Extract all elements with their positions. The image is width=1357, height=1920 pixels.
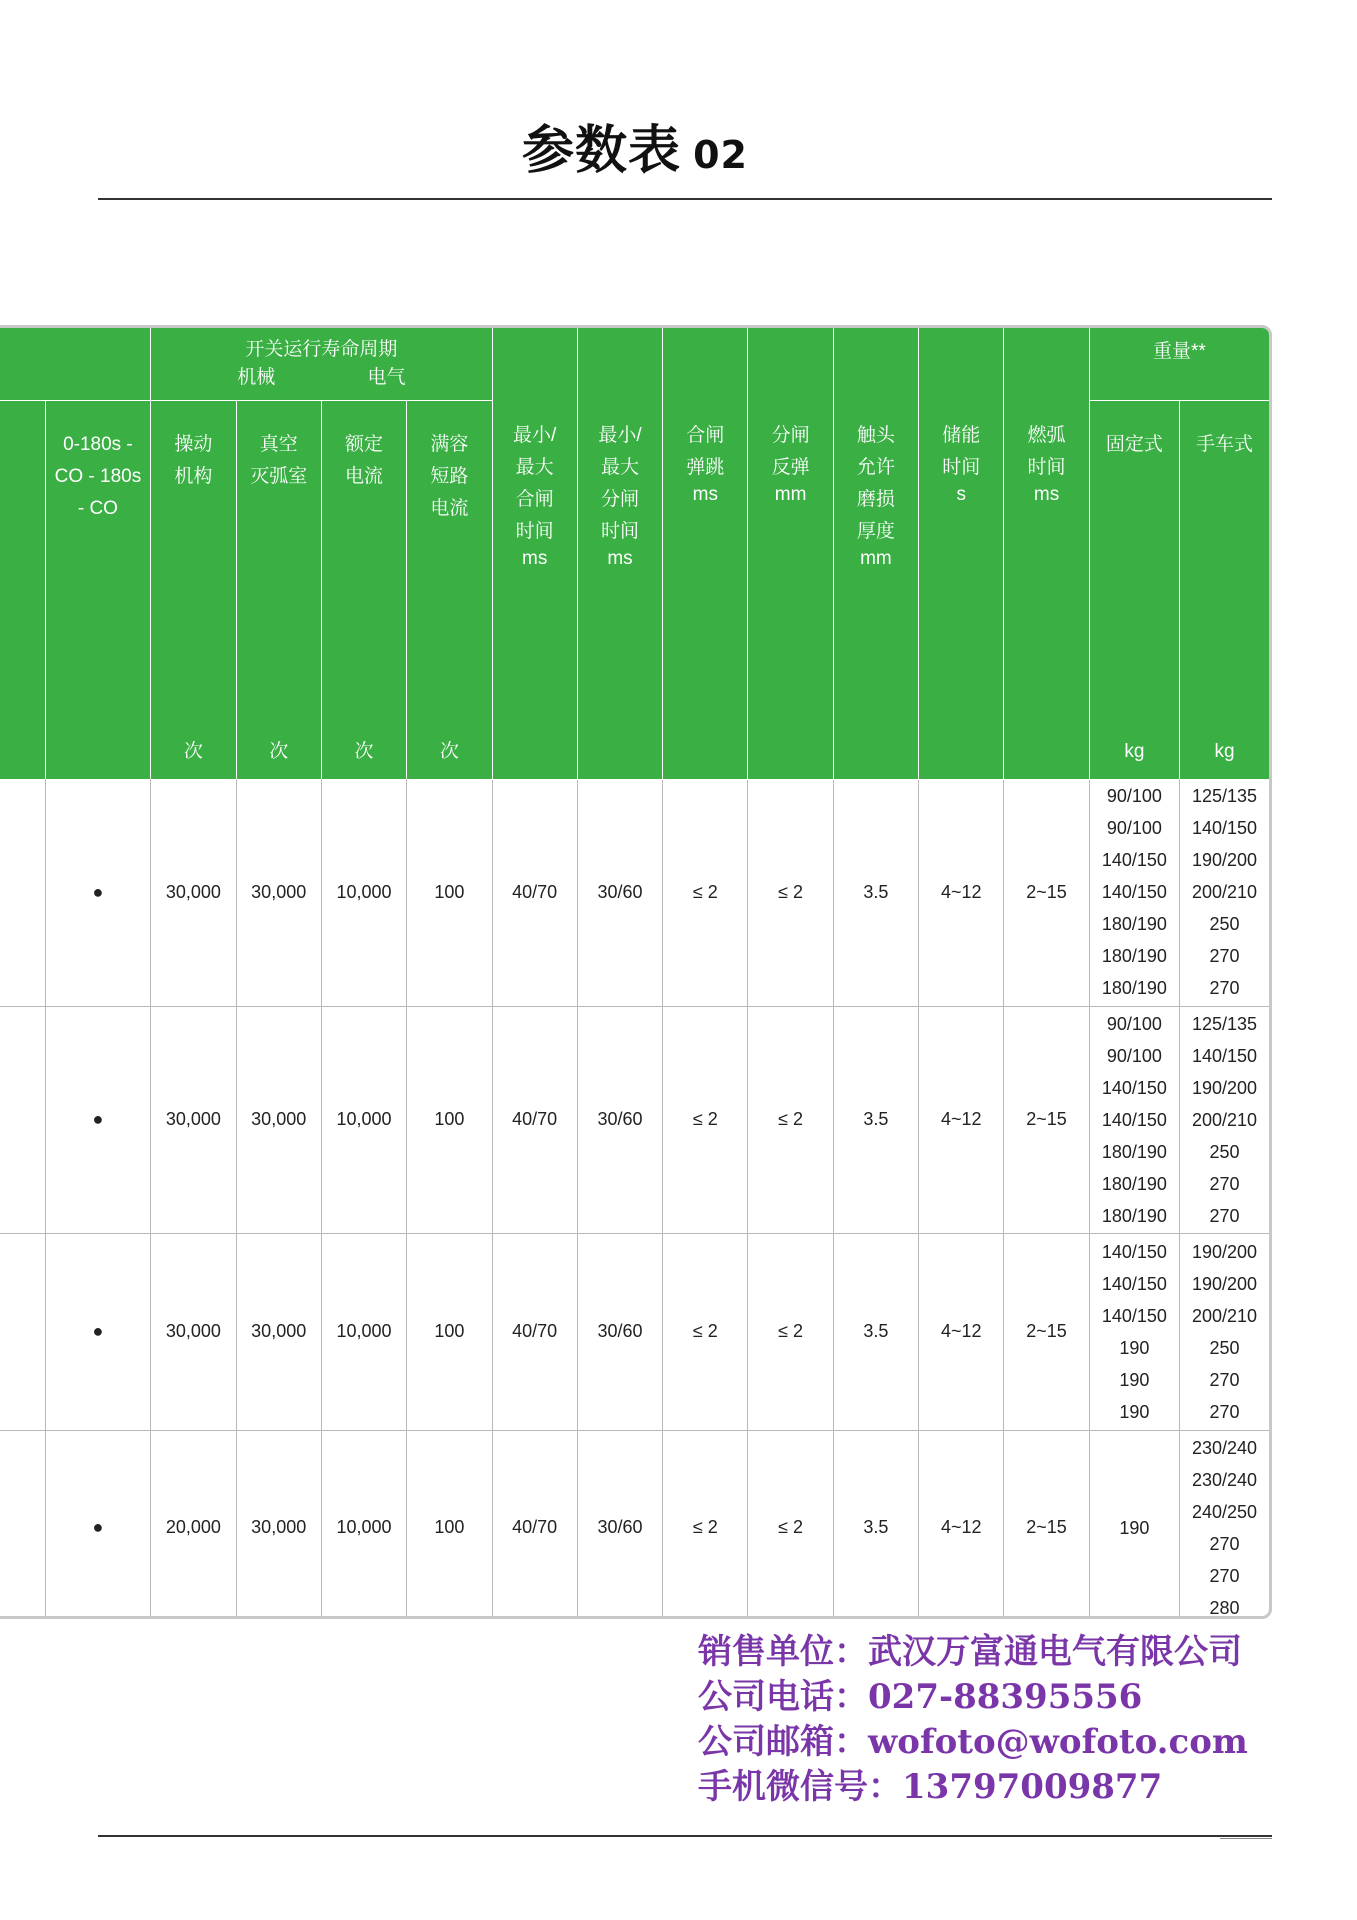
- weight-value: 140/150: [1101, 850, 1167, 871]
- contact-phone: 公司电话：027-88395556: [698, 1677, 1143, 1717]
- weight-value: 250: [1209, 1337, 1240, 1358]
- table-cell-blank: [0, 779, 45, 1006]
- table-cell-cycle: ●: [45, 1006, 151, 1233]
- table-cell-weight-fixed: [1089, 1233, 1179, 1430]
- header-close-bounce: [663, 328, 748, 779]
- table-cell-rated: 10,000: [321, 1233, 406, 1430]
- bottom-divider: [98, 1835, 1272, 1837]
- header-unit: kg: [1124, 741, 1145, 762]
- table-cell-rebound: ≤ 2: [748, 1430, 833, 1619]
- header-unit: 次: [439, 741, 459, 762]
- weight-value: 190/200: [1192, 1273, 1258, 1294]
- weight-value: 180/190: [1101, 1141, 1167, 1162]
- weight-value: 140/150: [1101, 882, 1167, 903]
- table-cell-arc: 2~15: [1004, 779, 1089, 1006]
- table-cell-short: 100: [407, 1006, 492, 1233]
- header-label-text: [919, 328, 1003, 484]
- table-cell-close: 40/70: [492, 1006, 577, 1233]
- weight-value: 200/210: [1192, 1305, 1258, 1326]
- header-label-line: 最小/: [598, 425, 642, 446]
- header-unit: mm: [860, 548, 892, 569]
- weight-value: 280: [1209, 1597, 1240, 1618]
- header-unit: ms: [607, 548, 633, 569]
- weight-value: 125/135: [1192, 1013, 1258, 1034]
- weight-value: 190: [1119, 1401, 1150, 1422]
- table-cell-weight-truck: [1180, 1430, 1269, 1619]
- header-label-line: 电流: [345, 466, 384, 487]
- table-cell-charge: 4~12: [919, 779, 1004, 1006]
- header-label-text: [578, 328, 662, 548]
- header-unit: 次: [354, 741, 374, 762]
- table-cell-bounce: ≤ 2: [663, 1006, 748, 1233]
- life-mechanical-label: 机械: [237, 367, 276, 388]
- table-cell-weight-fixed: [1089, 1430, 1179, 1619]
- table-cell-mech: 30,000: [151, 1006, 236, 1233]
- header-open-rebound: [748, 328, 833, 779]
- table-cell-blank: [0, 1430, 45, 1619]
- weight-value: 240/250: [1192, 1501, 1258, 1522]
- header-label-line: 合闸: [515, 489, 554, 510]
- header-label-text: [151, 401, 235, 493]
- header-group-life-cycle: [151, 328, 492, 401]
- weight-value: 250: [1209, 1141, 1240, 1162]
- weight-value: 270: [1209, 1205, 1240, 1226]
- table-cell-rated: 10,000: [321, 1006, 406, 1233]
- header-unit: s: [956, 484, 966, 505]
- table-row: [0, 1233, 1269, 1430]
- table-cell-rebound: ≤ 2: [748, 1233, 833, 1430]
- weight-value: 180/190: [1101, 1205, 1167, 1226]
- table-cell-charge: 4~12: [919, 1006, 1004, 1233]
- table-cell-open: 30/60: [577, 1233, 662, 1430]
- header-unit: 次: [183, 741, 203, 762]
- header-label-line: 操动: [174, 434, 213, 455]
- header-label-line: 最大: [600, 457, 639, 478]
- table-cell-open: 30/60: [577, 1430, 662, 1619]
- bottom-divider-accent: [1220, 1838, 1272, 1839]
- weight-value: 200/210: [1192, 1109, 1258, 1130]
- header-label-text: [748, 328, 832, 484]
- contact-sales-unit: 销售单位：武汉万富通电气有限公司: [698, 1632, 1242, 1672]
- life-cycle-label: 开关运行寿命周期: [245, 339, 398, 360]
- header-group-weight: 重量**: [1089, 328, 1269, 401]
- header-unit: ms: [692, 484, 718, 505]
- header-col-14: [1180, 401, 1269, 780]
- header-label-line: 储能: [942, 425, 981, 446]
- table-cell-cycle: ●: [45, 1430, 151, 1619]
- parameter-table-frame: [0, 325, 1272, 1619]
- header-label-line: 触头: [856, 425, 895, 446]
- table-cell-charge: 4~12: [919, 1233, 1004, 1430]
- header-label-line: 满容: [430, 434, 469, 455]
- page-title-number: 02: [693, 133, 748, 177]
- table-row: [0, 779, 1269, 1006]
- table-cell-close: 40/70: [492, 1233, 577, 1430]
- header-label-line: 分闸: [600, 489, 639, 510]
- weight-value: 140/150: [1192, 818, 1258, 839]
- table-cell-mech: 20,000: [151, 1430, 236, 1619]
- header-label-line: 分闸: [771, 425, 810, 446]
- weight-value: 180/190: [1101, 978, 1167, 999]
- header-label-line: 额定: [345, 434, 384, 455]
- weight-value: 230/240: [1192, 1437, 1258, 1458]
- contact-email: 公司邮箱：wofoto@wofoto.com: [698, 1722, 1248, 1762]
- weight-value: 190/200: [1192, 1241, 1258, 1262]
- table-cell-rated: 10,000: [321, 779, 406, 1006]
- weight-value: 230/240: [1192, 1469, 1258, 1490]
- table-cell-bounce: ≤ 2: [663, 1430, 748, 1619]
- header-label-line: 时间: [1027, 457, 1066, 478]
- table-cell-cycle: ●: [45, 1233, 151, 1430]
- weight-value: 270: [1209, 1533, 1240, 1554]
- table-cell-blank: [0, 1006, 45, 1233]
- header-label-line: 合闸: [686, 425, 725, 446]
- header-col-2: [151, 401, 236, 780]
- header-label-text: [0, 401, 45, 429]
- header-label-line: 时间: [600, 521, 639, 542]
- table-cell-blank: [0, 1233, 45, 1430]
- weight-value: 125/135: [1192, 786, 1258, 807]
- header-unit: ms: [1033, 484, 1060, 505]
- weight-value: 190: [1119, 1369, 1150, 1390]
- weight-value: 140/150: [1101, 1305, 1167, 1326]
- header-label-text: [322, 401, 406, 493]
- table-cell-rebound: ≤ 2: [748, 779, 833, 1006]
- weight-value: 190: [1119, 1517, 1150, 1538]
- table-cell-wear: 3.5: [833, 1430, 918, 1619]
- header-col-4: [321, 401, 406, 780]
- header-label-text: [237, 401, 321, 493]
- table-cell-wear: 3.5: [833, 1006, 918, 1233]
- header-label-text: [1180, 401, 1269, 461]
- table-cell-vac: 30,000: [236, 1430, 321, 1619]
- header-label-text: [493, 328, 577, 548]
- page-title: [0, 108, 1270, 183]
- weight-value: 270: [1209, 946, 1240, 967]
- table-cell-vac: 30,000: [236, 1006, 321, 1233]
- header-unit: 次: [269, 741, 289, 762]
- weight-value: 180/190: [1101, 946, 1167, 967]
- header-label-text: [1090, 401, 1179, 461]
- weight-value: 190/200: [1192, 1077, 1258, 1098]
- weight-value: 140/150: [1101, 1077, 1167, 1098]
- header-col-5: [407, 401, 492, 780]
- table-cell-weight-fixed: [1089, 779, 1179, 1006]
- header-label-text: [46, 401, 151, 525]
- weight-value: 180/190: [1101, 914, 1167, 935]
- header-label-line: 反弹: [771, 457, 810, 478]
- header-label-line: 最小/: [513, 425, 557, 446]
- table-row: [0, 1430, 1269, 1619]
- header-label-line: 0-180s -: [63, 434, 133, 455]
- weight-value: 270: [1209, 1401, 1240, 1422]
- header-charge-time: [919, 328, 1004, 779]
- table-cell-arc: 2~15: [1004, 1006, 1089, 1233]
- table-cell-close: 40/70: [492, 1430, 577, 1619]
- header-unit: kg: [1214, 741, 1235, 762]
- weight-value: 270: [1209, 1369, 1240, 1390]
- table-cell-bounce: ≤ 2: [663, 779, 748, 1006]
- header-open-time: [577, 328, 662, 779]
- weight-value: 270: [1209, 978, 1240, 999]
- weight-value: 270: [1209, 1565, 1240, 1586]
- table-cell-weight-fixed: [1089, 1006, 1179, 1233]
- header-label-line: 手车式: [1196, 434, 1254, 455]
- table-cell-mech: 30,000: [151, 779, 236, 1006]
- weight-value: 90/100: [1106, 1013, 1162, 1034]
- header-col-13: [1089, 401, 1179, 780]
- weight-value: 270: [1209, 1173, 1240, 1194]
- weight-value: 250: [1209, 914, 1240, 935]
- table-cell-short: 100: [407, 1233, 492, 1430]
- table-row: [0, 1006, 1269, 1233]
- weight-value: 90/100: [1106, 1045, 1162, 1066]
- header-label-line: 真空: [259, 434, 298, 455]
- table-cell-arc: 2~15: [1004, 1233, 1089, 1430]
- table-cell-rated: 10,000: [321, 1430, 406, 1619]
- weight-value: 90/100: [1106, 786, 1162, 807]
- table-cell-arc: 2~15: [1004, 1430, 1089, 1619]
- weight-value: 90/100: [1106, 818, 1162, 839]
- header-label-line: 灭弧室: [250, 466, 308, 487]
- header-label-line: 允许: [856, 457, 895, 478]
- weight-value: 190: [1119, 1337, 1150, 1358]
- table-cell-wear: 3.5: [833, 1233, 918, 1430]
- header-label-line: 机构: [174, 466, 213, 487]
- table-cell-wear: 3.5: [833, 779, 918, 1006]
- header-col-3: [236, 401, 321, 780]
- header-label-text: [407, 401, 491, 525]
- table-cell-weight-truck: [1180, 1006, 1269, 1233]
- table-cell-cycle: ●: [45, 779, 151, 1006]
- header-label-line: 燃弧: [1027, 425, 1066, 446]
- table-cell-vac: 30,000: [236, 1233, 321, 1430]
- weight-value: 140/150: [1101, 1273, 1167, 1294]
- header-close-time: [492, 328, 577, 779]
- contact-block: [698, 1630, 1248, 1810]
- header-label-text: [834, 328, 918, 548]
- weight-value: 140/150: [1101, 1109, 1167, 1130]
- header-label-line: CO - 180s: [54, 466, 142, 487]
- table-cell-mech: 30,000: [151, 1233, 236, 1430]
- table-cell-charge: 4~12: [919, 1430, 1004, 1619]
- header-unit: ms: [522, 548, 548, 569]
- table-cell-open: 30/60: [577, 779, 662, 1006]
- header-label-text: [1004, 328, 1088, 484]
- header-label-line: 最大: [515, 457, 554, 478]
- header-label-line: 磨损: [856, 489, 895, 510]
- header-contact-wear: [833, 328, 918, 779]
- contact-wechat: 手机微信号：13797009877: [698, 1767, 1163, 1807]
- page-title-main: 参数表: [522, 121, 682, 181]
- parameter-table: [0, 328, 1269, 1619]
- header-unit: mm: [774, 484, 807, 505]
- header-arc-time: [1004, 328, 1089, 779]
- header-label-line: - CO: [77, 498, 118, 519]
- header-label-line: 电流: [430, 498, 469, 519]
- header-label-line: 短路: [430, 466, 469, 487]
- table-cell-weight-truck: [1180, 779, 1269, 1006]
- header-label-line: 固定式: [1105, 434, 1163, 455]
- header-group-row: [0, 328, 1269, 401]
- weight-value: 200/210: [1192, 882, 1258, 903]
- table-cell-open: 30/60: [577, 1006, 662, 1233]
- header-label-line: 时间: [942, 457, 981, 478]
- header-col-1: [45, 401, 151, 780]
- life-electrical-label: 电气: [367, 367, 406, 388]
- table-cell-short: 100: [407, 779, 492, 1006]
- header-group-blank: [0, 328, 151, 401]
- weight-value: 140/150: [1192, 1045, 1258, 1066]
- weight-value: 180/190: [1101, 1173, 1167, 1194]
- weight-value: 190/200: [1192, 850, 1258, 871]
- top-divider: [98, 198, 1272, 200]
- table-cell-weight-truck: [1180, 1233, 1269, 1430]
- table-cell-close: 40/70: [492, 779, 577, 1006]
- header-label-line: 弹跳: [686, 457, 725, 478]
- table-cell-vac: 30,000: [236, 779, 321, 1006]
- header-label-line: 时间: [515, 521, 554, 542]
- header-label-text: [663, 328, 747, 484]
- table-cell-bounce: ≤ 2: [663, 1233, 748, 1430]
- weight-value: 140/150: [1101, 1241, 1167, 1262]
- table-cell-short: 100: [407, 1430, 492, 1619]
- header-label-line: 厚度: [856, 521, 895, 542]
- header-col-0: [0, 401, 45, 780]
- table-cell-rebound: ≤ 2: [748, 1006, 833, 1233]
